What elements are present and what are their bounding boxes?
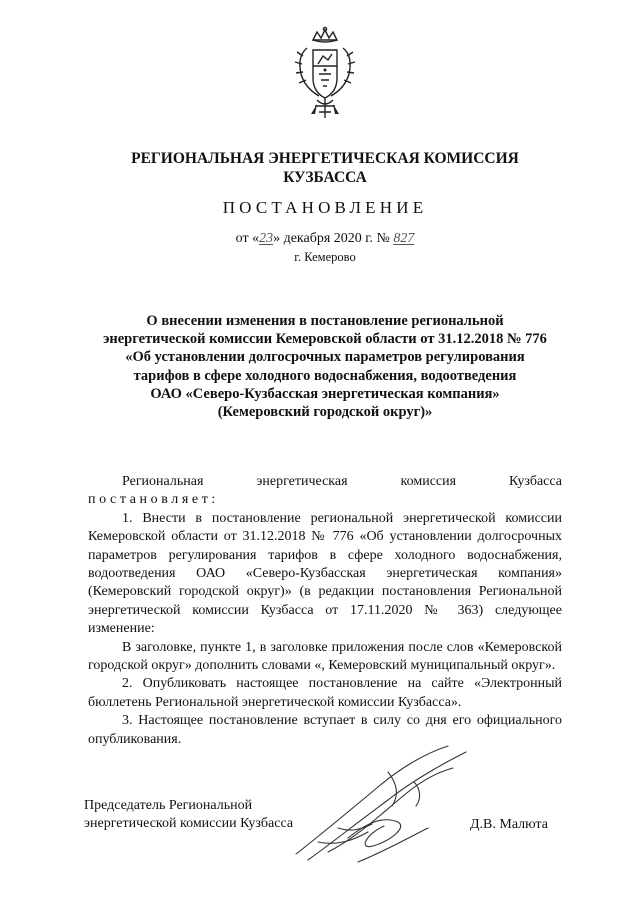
date-prefix: от « [235,231,260,246]
issue-city: г. Кемерово [294,250,356,264]
title-line: ОАО «Северо-Кузбасская энергетическая компания» [150,385,500,402]
signatory-position-line: энергетической комиссии Кузбасса [84,816,294,832]
signatory-position-line: Председатель Региональной [84,798,253,813]
intro-word: Региональная [122,474,204,489]
title-line: «Об установлении долгосрочных параметров регулирования [125,349,525,366]
document-date-number [80,231,570,247]
title-line: тарифов в сфере холодного водоснабжения, водоотведения [133,367,517,384]
clause-1: 1. Внести в постановление региональной энергетической комиссии Кемеровской области от 31.12.2018 № 776 «Об установлении долгосрочных параметров регулирования тарифов в сфере холодного водоснабжения, водоотведения ОАО «Северо-Кузбасская энергетическая компания» (Кемеровский городской округ)» (в редакции постановления Региональной энергетической комиссии Кузбасса от 17.11.2020 № 363) следующее изменение: [88,510,562,637]
issuing-authority [80,149,570,187]
handwritten-day: 23 [259,231,274,246]
title-line: О внесении изменения в постановление региональной [146,313,504,329]
document-body [88,473,562,749]
handwritten-document-number: 827 [393,231,415,246]
clause-3: 3. Настоящее постановление вступает в силу со дня его официального опубликования. [88,713,562,747]
intro-word: Кузбасса [509,474,562,489]
handwritten-signature [288,742,478,867]
resolves-word: постановляет: [88,492,219,508]
title-line: энергетической комиссии Кемеровской области от 31.12.2018 № 776 [103,331,547,348]
issuing-authority-line: КУЗБАССА [283,169,367,186]
intro-word: комиссия [400,474,457,489]
issuing-authority-line: РЕГИОНАЛЬНАЯ ЭНЕРГЕТИЧЕСКАЯ КОМИССИЯ [131,150,519,167]
date-middle: » декабря 2020 г. № [273,231,394,246]
document-title [88,312,562,421]
coat-of-arms-icon [293,26,357,122]
title-line: (Кемеровский городской округ)» [217,404,433,421]
signatory-name: Д.В. Малюта [470,817,548,832]
document-type: ПОСТАНОВЛЕНИЕ [222,198,428,217]
clause-1-change: В заголовке, пункте 1, в заголовке приложения после слов «Кемеровской городской округ» дополнить словами «, Кемеровский муниципальный округ». [88,639,562,674]
intro-word: энергетическая [256,474,348,489]
clause-2: 2. Опубликовать настоящее постановление на сайте «Электронный бюллетень Региональной энергетической комиссии Кузбасса». [88,676,562,710]
intro-line [88,473,562,491]
